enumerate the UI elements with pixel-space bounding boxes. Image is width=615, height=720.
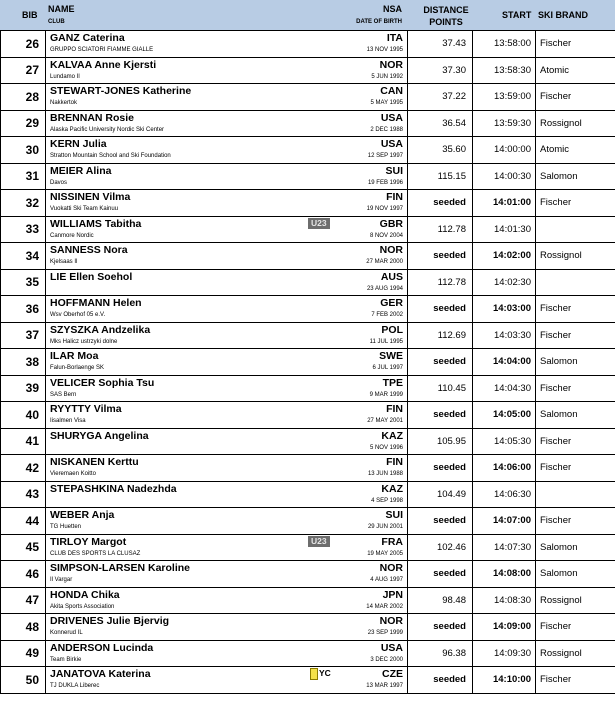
- distance-points: 102.46: [408, 534, 473, 561]
- distance-points: seeded: [408, 243, 473, 270]
- date-of-birth: 5 JUN 1992: [371, 73, 403, 80]
- bib-number: 39: [1, 375, 46, 402]
- ski-brand: Salomon: [536, 402, 615, 429]
- distance-points: 112.78: [408, 216, 473, 243]
- distance-points: 37.30: [408, 57, 473, 84]
- start-time: 14:10:00: [473, 667, 536, 694]
- distance-points: seeded: [408, 614, 473, 641]
- name-cell: [46, 269, 408, 296]
- name-cell: [46, 296, 408, 323]
- athlete-row: [1, 402, 615, 429]
- distance-points: 37.22: [408, 84, 473, 111]
- nsa-code: FIN: [386, 456, 403, 468]
- club-name: Team Birkie: [50, 656, 82, 663]
- bib-number: 27: [1, 57, 46, 84]
- distance-points: seeded: [408, 455, 473, 482]
- athlete-row: [1, 57, 615, 84]
- name-cell: [46, 243, 408, 270]
- distance-points: 37.43: [408, 31, 473, 58]
- athlete-row: [1, 667, 615, 694]
- club-name: TJ DUKLA Liberec: [50, 683, 100, 689]
- athlete-row: [1, 375, 615, 402]
- nsa-code: FRA: [381, 535, 403, 548]
- date-of-birth: 13 NOV 1995: [366, 47, 403, 53]
- club-name: Stratton Mountain School and Ski Foundation: [50, 153, 171, 159]
- club-name: Iisalmen Visa: [50, 418, 86, 424]
- name-cell: [46, 402, 408, 429]
- athlete-row: [1, 428, 615, 455]
- bib-number: 50: [1, 667, 46, 694]
- header-name: NAME: [48, 4, 75, 14]
- header-nsa: NSA: [382, 4, 402, 14]
- nsa-code: TPE: [382, 376, 403, 389]
- athlete-name: NISKANEN Kerttu: [50, 456, 139, 468]
- athlete-rows: [1, 31, 615, 694]
- ski-brand: Rossignol: [536, 243, 615, 270]
- name-cell: [46, 84, 408, 111]
- name-cell: [46, 640, 408, 667]
- distance-points: seeded: [408, 561, 473, 588]
- date-of-birth: 9 MAR 1999: [369, 391, 403, 398]
- start-time: 13:58:30: [473, 57, 536, 84]
- bib-number: 31: [1, 163, 46, 190]
- athlete-name: ILAR Moa: [50, 350, 99, 362]
- club-name: Mks Halicz ustrzyki dolne: [50, 338, 118, 345]
- name-cell: [46, 57, 408, 84]
- date-of-birth: 23 SEP 1999: [367, 630, 403, 636]
- date-of-birth: 3 DEC 2000: [370, 656, 403, 663]
- distance-points: 115.15: [408, 163, 473, 190]
- distance-points: 36.54: [408, 110, 473, 137]
- start-time: 14:00:00: [473, 137, 536, 164]
- athlete-name: JANATOVA Katerina: [50, 668, 151, 680]
- ski-brand: Fischer: [536, 455, 615, 482]
- u23-badge: U23: [308, 536, 330, 547]
- start-time: 14:05:00: [473, 402, 536, 429]
- ski-brand: Fischer: [536, 84, 615, 111]
- athlete-name: WEBER Anja: [50, 509, 115, 521]
- bib-number: 45: [1, 534, 46, 561]
- start-time: 14:08:30: [473, 587, 536, 614]
- athlete-name: HONDA Chika: [50, 588, 120, 601]
- start-time: 14:01:30: [473, 216, 536, 243]
- athlete-name: BRENNAN Rosie: [50, 111, 135, 124]
- name-cell: [46, 561, 408, 588]
- athlete-name: LIE Ellen Soehol: [50, 270, 133, 283]
- start-time: 14:05:30: [473, 428, 536, 455]
- nsa-code: KAZ: [381, 482, 403, 495]
- bib-number: 26: [1, 31, 46, 58]
- distance-points: seeded: [408, 190, 473, 217]
- u23-badge: U23: [308, 218, 330, 229]
- ski-brand: Fischer: [536, 296, 615, 323]
- athlete-name: SANNESS Nora: [50, 244, 128, 256]
- bib-number: 40: [1, 402, 46, 429]
- ski-brand: [536, 269, 615, 296]
- start-time: 14:08:00: [473, 561, 536, 588]
- name-cell: [46, 534, 408, 561]
- name-cell: [46, 216, 408, 243]
- bib-number: 30: [1, 137, 46, 164]
- distance-points: seeded: [408, 349, 473, 376]
- athlete-name: NISSINEN Vilma: [50, 191, 131, 203]
- club-name: Il Vargar: [50, 577, 73, 583]
- name-cell: [46, 322, 408, 349]
- athlete-row: [1, 296, 615, 323]
- nsa-code: NOR: [379, 58, 403, 71]
- nsa-code: NOR: [379, 562, 403, 574]
- name-cell: [46, 508, 408, 535]
- nsa-code: USA: [380, 641, 403, 654]
- name-cell: [46, 31, 408, 58]
- athlete-name: TIRLOY Margot: [50, 535, 127, 548]
- athlete-name: DRIVENES Julie Bjervig: [50, 615, 170, 627]
- bib-number: 44: [1, 508, 46, 535]
- bib-number: 28: [1, 84, 46, 111]
- nsa-code: GBR: [379, 217, 403, 230]
- athlete-row: [1, 269, 615, 296]
- start-time: 13:59:00: [473, 84, 536, 111]
- club-name: GRUPPO SCIATORI FIAMME GIALLE: [50, 47, 154, 53]
- distance-points: 96.38: [408, 640, 473, 667]
- ski-brand: Fischer: [536, 375, 615, 402]
- athlete-row: [1, 322, 615, 349]
- ski-brand: Fischer: [536, 322, 615, 349]
- athlete-name: SZYSZKA Andzelika: [50, 323, 151, 336]
- ski-brand: [536, 481, 615, 508]
- date-of-birth: 19 MAY 2005: [367, 550, 403, 557]
- nsa-code: USA: [380, 138, 403, 150]
- date-of-birth: 7 FEB 2002: [371, 312, 403, 318]
- ski-brand: Fischer: [536, 31, 615, 58]
- yellow-bib-icon: [310, 668, 318, 680]
- bib-number: 37: [1, 322, 46, 349]
- distance-points: 112.69: [408, 322, 473, 349]
- date-of-birth: 6 JUL 1997: [372, 365, 403, 371]
- athlete-name: KALVAA Anne Kjersti: [50, 58, 157, 71]
- date-of-birth: 19 NOV 1997: [366, 206, 403, 212]
- start-time: 14:03:00: [473, 296, 536, 323]
- nsa-code: SUI: [385, 164, 403, 177]
- athlete-row: [1, 349, 615, 376]
- date-of-birth: 29 JUN 2001: [367, 524, 403, 530]
- date-of-birth: 2 DEC 1988: [370, 126, 403, 133]
- bib-number: 49: [1, 640, 46, 667]
- name-cell: [46, 614, 408, 641]
- name-cell: [46, 428, 408, 455]
- name-cell: [46, 163, 408, 190]
- name-cell: [46, 375, 408, 402]
- header-start: START: [502, 10, 532, 20]
- ski-brand: Fischer: [536, 190, 615, 217]
- club-name: Vieremaen Koitto: [50, 471, 96, 477]
- ski-brand: Fischer: [536, 667, 615, 694]
- club-name: Kjelsaas Il: [50, 259, 78, 265]
- club-name: Lundamo Il: [50, 73, 80, 80]
- date-of-birth: 4 AUG 1997: [370, 577, 403, 583]
- ski-brand: Fischer: [536, 614, 615, 641]
- athlete-name: STEPASHKINA Nadezhda: [50, 482, 177, 495]
- nsa-code: KAZ: [381, 429, 403, 442]
- nsa-code: NOR: [379, 244, 403, 256]
- club-name: Nakkertok: [50, 100, 78, 106]
- start-time: 14:09:30: [473, 640, 536, 667]
- athlete-row: [1, 587, 615, 614]
- start-time: 13:59:30: [473, 110, 536, 137]
- date-of-birth: 5 MAY 1995: [370, 100, 403, 106]
- bib-number: 42: [1, 455, 46, 482]
- header-points: POINTS: [429, 17, 463, 27]
- club-name: TG Huetten: [50, 524, 82, 530]
- start-time: 14:07:00: [473, 508, 536, 535]
- nsa-code: CAN: [380, 85, 403, 97]
- nsa-code: CZE: [382, 668, 403, 680]
- ski-brand: Atomic: [536, 137, 615, 164]
- start-time: 14:06:00: [473, 455, 536, 482]
- header-ski-brand: SKI BRAND: [538, 10, 589, 20]
- athlete-name: GANZ Caterina: [50, 32, 125, 44]
- club-name: CLUB DES SPORTS LA CLUSAZ: [50, 550, 141, 557]
- athlete-name: KERN Julia: [50, 138, 107, 150]
- athlete-row: [1, 614, 615, 641]
- start-time: 14:04:30: [473, 375, 536, 402]
- date-of-birth: 27 MAR 2000: [366, 259, 403, 265]
- athlete-row: [1, 508, 615, 535]
- athlete-row: [1, 31, 615, 58]
- ski-brand: Fischer: [536, 508, 615, 535]
- distance-points: seeded: [408, 402, 473, 429]
- start-time: 14:02:30: [473, 269, 536, 296]
- start-time: 14:09:00: [473, 614, 536, 641]
- date-of-birth: 19 FEB 1996: [367, 179, 403, 186]
- athlete-name: SIMPSON-LARSEN Karoline: [50, 562, 191, 574]
- header-bib: BIB: [22, 10, 38, 20]
- athlete-name: ANDERSON Lucinda: [50, 641, 154, 654]
- start-time: 13:58:00: [473, 31, 536, 58]
- club-name: Akita Sports Association: [50, 603, 115, 610]
- bib-number: 48: [1, 614, 46, 641]
- start-time: 14:02:00: [473, 243, 536, 270]
- ski-brand: Rossignol: [536, 587, 615, 614]
- ski-brand: Rossignol: [536, 640, 615, 667]
- name-cell: [46, 481, 408, 508]
- club-name: Canmore Nordic: [50, 232, 94, 239]
- athlete-row: [1, 481, 615, 508]
- name-cell: [46, 587, 408, 614]
- nsa-code: POL: [381, 323, 403, 336]
- start-time: 14:04:00: [473, 349, 536, 376]
- distance-points: 105.95: [408, 428, 473, 455]
- bib-number: 47: [1, 587, 46, 614]
- club-name: Vuokatti Ski Team Kainuu: [50, 206, 119, 212]
- nsa-code: NOR: [379, 615, 403, 627]
- bib-number: 38: [1, 349, 46, 376]
- club-name: Konnerud IL: [50, 630, 83, 636]
- start-time: 14:03:30: [473, 322, 536, 349]
- distance-points: 110.45: [408, 375, 473, 402]
- ski-brand: Salomon: [536, 349, 615, 376]
- date-of-birth: 23 AUG 1994: [366, 285, 403, 292]
- yc-label: YC: [319, 668, 331, 678]
- name-cell: [46, 349, 408, 376]
- bib-number: 43: [1, 481, 46, 508]
- distance-points: 112.78: [408, 269, 473, 296]
- bib-number: 41: [1, 428, 46, 455]
- athlete-row: [1, 561, 615, 588]
- nsa-code: USA: [380, 111, 403, 124]
- distance-points: seeded: [408, 508, 473, 535]
- date-of-birth: 11 JUL 1995: [369, 338, 403, 345]
- bib-number: 29: [1, 110, 46, 137]
- athlete-row: [1, 190, 615, 217]
- name-cell: [46, 667, 408, 694]
- athlete-row: [1, 243, 615, 270]
- ski-brand: Fischer: [536, 428, 615, 455]
- nsa-code: GER: [380, 297, 403, 309]
- name-cell: [46, 137, 408, 164]
- athlete-table: [0, 30, 615, 694]
- athlete-row: [1, 455, 615, 482]
- start-time: 14:00:30: [473, 163, 536, 190]
- yellow-card-badge: [310, 668, 331, 680]
- start-time: 14:06:30: [473, 481, 536, 508]
- ski-brand: Salomon: [536, 534, 615, 561]
- nsa-code: ITA: [386, 32, 403, 44]
- nsa-code: SUI: [385, 509, 403, 521]
- club-name: Davos: [50, 179, 68, 186]
- athlete-row: [1, 640, 615, 667]
- table-header: [0, 0, 615, 30]
- nsa-code: FIN: [386, 403, 403, 415]
- date-of-birth: 8 NOV 2004: [369, 232, 403, 239]
- date-of-birth: 5 NOV 1996: [369, 444, 403, 451]
- distance-points: seeded: [408, 667, 473, 694]
- athlete-name: MEIER Alina: [50, 164, 112, 177]
- date-of-birth: 13 MAR 1997: [366, 683, 403, 689]
- date-of-birth: 12 SEP 1997: [367, 153, 403, 159]
- distance-points: seeded: [408, 296, 473, 323]
- athlete-row: [1, 534, 615, 561]
- bib-number: 34: [1, 243, 46, 270]
- athlete-name: STEWART-JONES Katherine: [50, 85, 192, 97]
- header-distance-points: [422, 4, 470, 28]
- club-name: Wsv Oberhof 05 e.V.: [50, 312, 106, 318]
- date-of-birth: 14 MAR 2002: [366, 603, 403, 610]
- club-name: Alaska Pacific University Nordic Ski Center: [50, 126, 165, 133]
- header-club: CLUB: [48, 19, 65, 25]
- athlete-name: RYYTTY Vilma: [50, 403, 122, 415]
- start-time: 14:01:00: [473, 190, 536, 217]
- ski-brand: [536, 216, 615, 243]
- nsa-code: AUS: [380, 270, 403, 283]
- ski-brand: Atomic: [536, 57, 615, 84]
- athlete-name: SHURYGA Angelina: [50, 429, 149, 442]
- name-cell: [46, 190, 408, 217]
- athlete-name: VELICER Sophia Tsu: [50, 376, 155, 389]
- ski-brand: Salomon: [536, 561, 615, 588]
- date-of-birth: 27 MAY 2001: [367, 418, 403, 424]
- nsa-code: SWE: [379, 350, 403, 362]
- date-of-birth: 4 SEP 1998: [371, 497, 403, 504]
- club-name: SAS Bern: [50, 391, 77, 398]
- bib-number: 33: [1, 216, 46, 243]
- name-cell: [46, 455, 408, 482]
- athlete-row: [1, 216, 615, 243]
- header-date-of-birth: DATE OF BIRTH: [356, 19, 402, 25]
- athlete-name: WILLIAMS Tabitha: [50, 217, 142, 230]
- distance-points: 104.49: [408, 481, 473, 508]
- distance-points: 98.48: [408, 587, 473, 614]
- athlete-row: [1, 163, 615, 190]
- bib-number: 46: [1, 561, 46, 588]
- bib-number: 36: [1, 296, 46, 323]
- athlete-row: [1, 84, 615, 111]
- nsa-code: JPN: [382, 588, 403, 601]
- start-time: 14:07:30: [473, 534, 536, 561]
- athlete-row: [1, 110, 615, 137]
- nsa-code: FIN: [386, 191, 403, 203]
- header-distance: DISTANCE: [423, 5, 469, 15]
- bib-number: 35: [1, 269, 46, 296]
- athlete-row: [1, 137, 615, 164]
- ski-brand: Rossignol: [536, 110, 615, 137]
- ski-brand: Salomon: [536, 163, 615, 190]
- bib-number: 32: [1, 190, 46, 217]
- athlete-name: HOFFMANN Helen: [50, 297, 142, 309]
- date-of-birth: 13 JUN 1988: [367, 471, 403, 477]
- name-cell: [46, 110, 408, 137]
- club-name: Falun-Borlaenge SK: [50, 365, 105, 371]
- distance-points: 35.60: [408, 137, 473, 164]
